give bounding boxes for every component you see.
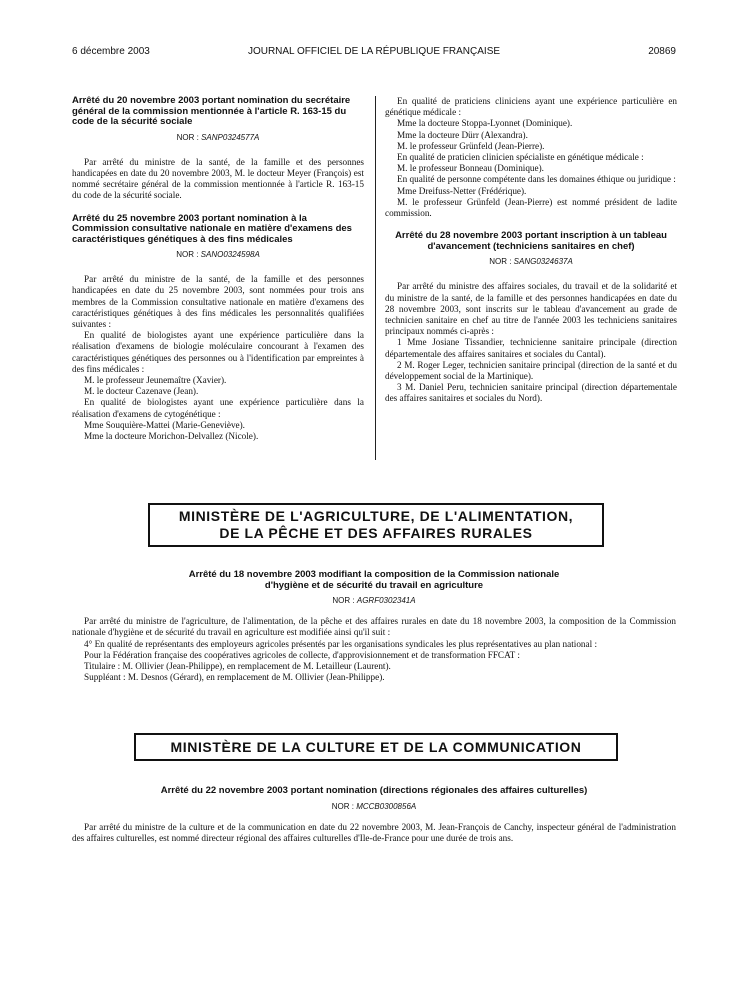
page-number: 20869 xyxy=(648,46,676,57)
member-line: M. le professeur Grünfeld (Jean-Pierre). xyxy=(397,140,545,151)
list-item: 1 Mme Josiane Tissandier, technicienne sanitaire principale (direction départementale des affaires sanitaires et sociales du Cantal). xyxy=(385,337,677,359)
nor-reference xyxy=(72,595,676,606)
nor-code: SANP0324577A xyxy=(201,132,260,142)
running-head xyxy=(72,46,676,60)
group-heading: En qualité de biologistes ayant une expérience particulière dans la réalisation d'examens de cytogénétique : xyxy=(72,397,364,419)
ministry-agriculture-heading xyxy=(148,503,604,547)
ministry-heading-line: MINISTÈRE DE L'AGRICULTURE, DE L'ALIMENTATION, xyxy=(178,508,574,524)
journal-title: JOURNAL OFFICIEL DE LA RÉPUBLIQUE FRANÇAISE xyxy=(247,46,501,57)
nor-code: SANG0324637A xyxy=(513,257,573,267)
article-title-line: d'hygiène et de sécurité du travail en agriculture xyxy=(264,579,484,591)
article-title: Arrêté du 25 novembre 2003 portant nomination à la Commission consultative nationale en matière d'examens des caractéristiques génétiques à des fins médicales xyxy=(72,212,352,245)
member-line: Mme la docteure Stoppa-Lyonnet (Dominique). xyxy=(397,118,573,129)
article-commission-genetique xyxy=(72,214,364,443)
nor-reference xyxy=(72,249,364,260)
list-item: 3 M. Daniel Peru, technicien sanitaire principal (direction départementale des affaires sanitaires et sociales du Nord). xyxy=(385,382,677,404)
member-line: Mme Dreifuss-Netter (Frédérique). xyxy=(397,185,527,196)
article-drac-nomination xyxy=(72,786,676,844)
column-divider xyxy=(375,96,376,460)
article-intro: Par arrêté du ministre de l'agriculture, de l'alimentation, de la pêche et des affaires rurales en date du 18 novembre 2003, la composition de la Commission nationale d'hygiène et de sécurité du travail en agriculture est modifiée ainsi qu'il suit : xyxy=(72,616,676,638)
article-tableau-avancement xyxy=(385,231,677,404)
article-commission-hygiene xyxy=(72,570,676,683)
article-title xyxy=(72,570,676,591)
member-line: M. le professeur Jeunemaître (Xavier). xyxy=(84,375,227,386)
ministry-culture-heading: MINISTÈRE DE LA CULTURE ET DE LA COMMUNICATION xyxy=(134,733,618,761)
nor-reference xyxy=(72,132,364,143)
nor-reference xyxy=(385,256,677,267)
nor-code: MCCB0300856A xyxy=(356,801,417,811)
article-title-line: Arrêté du 18 novembre 2003 modifiant la composition de la Commission nationale xyxy=(188,569,560,580)
nor-label: NOR : xyxy=(332,596,355,605)
member-line: Mme la docteure Morichon-Delvallez (Nicole). xyxy=(84,431,259,442)
article-secretaire-general xyxy=(72,96,364,202)
nor-reference xyxy=(72,801,676,812)
article-commission-genetique-continued xyxy=(385,96,677,219)
closing-line: M. le professeur Grünfeld (Jean-Pierre) est nommé président de ladite commission. xyxy=(385,196,677,219)
nor-label: NOR : xyxy=(489,257,512,267)
nor-label: NOR : xyxy=(176,132,199,142)
left-column xyxy=(72,96,364,442)
ministry-heading-line: DE LA PÊCHE ET DES AFFAIRES RURALES xyxy=(219,525,533,541)
titulaire-line: Titulaire : M. Ollivier (Jean-Philippe), en remplacement de M. Letailleur (Laurent). xyxy=(84,661,391,672)
article-body: Par arrêté du ministre de la santé, de la famille et des personnes handicapées en date du 20 novembre 2003, M. le docteur Meyer (François) est nommé secrétaire général de la commission mentionnée à l'article R. 163-15 du code de la sécurité sociale. xyxy=(72,156,364,201)
suppleant-line: Suppléant : M. Desnos (Gérard), en remplacement de M. Ollivier (Jean-Philippe). xyxy=(84,672,385,683)
member-line: M. le professeur Bonneau (Dominique). xyxy=(397,163,544,174)
group-heading: En qualité de praticien clinicien spécialiste en génétique médicale : xyxy=(397,152,644,163)
nor-code: AGRF0302341A xyxy=(356,596,416,605)
issue-date: 6 décembre 2003 xyxy=(72,46,150,57)
member-line: M. le docteur Cazenave (Jean). xyxy=(84,386,199,397)
group-heading: En qualité de personne compétente dans les domaines éthique ou juridique : xyxy=(397,174,676,185)
list-item: 2 M. Roger Leger, technicien sanitaire principal (direction de la santé et du développement social de la Martinique). xyxy=(385,359,677,382)
nor-label: NOR : xyxy=(176,250,199,260)
article-intro: Par arrêté du ministre des affaires sociales, du travail et de la solidarité et du ministre de la santé, de la famille et des personnes handicapées en date du 28 novembre 2003, sont inscrits sur le tableau d'avancement au grade de technicien sanitaire en chef au titre de l'année 2003 les techniciens sanitaires principaux nommés ci-après : xyxy=(385,281,677,337)
federation-line: Pour la Fédération française des coopératives agricoles de collecte, d'approvisionnement et de transformation FFCAT : xyxy=(84,649,520,660)
member-line: Mme Souquière-Mattei (Marie-Geneviève). xyxy=(84,419,245,430)
group-heading: En qualité de biologistes ayant une expérience particulière dans la réalisation d'examens de biologie moléculaire concourant à l'examen des caractéristiques génétiques des personnes ou à l'identification par empreintes à des fins médicales : xyxy=(72,330,364,374)
group-heading: En qualité de praticiens cliniciens ayant une expérience particulière en génétique médicale : xyxy=(385,96,677,118)
article-body: Par arrêté du ministre de la culture et de la communication en date du 22 novembre 2003, M. Jean-François de Canchy, inspecteur général de l'administration des affaires culturelles, est nommé directeur régional des affaires culturelles d'Ile-de-France pour une durée de trois ans. xyxy=(72,821,676,843)
right-column xyxy=(385,96,677,405)
article-title: Arrêté du 20 novembre 2003 portant nomination du secrétaire général de la commission mentionnée à l'article R. 163-15 du code de la sécurité sociale xyxy=(72,95,351,127)
article-item-4: 4° En qualité de représentants des employeurs agricoles présentés par les organisations syndicales les plus représentatives au plan national : xyxy=(84,638,598,649)
article-intro: Par arrêté du ministre de la santé, de la famille et des personnes handicapées en date du 25 novembre 2003, sont nommées pour trois ans membres de la Commission consultative nationale en matière d'examens des caractéristiques génétiques à des fins médicales les personnalités qualifiées suivantes : xyxy=(72,274,364,330)
article-title: Arrêté du 28 novembre 2003 portant inscription à un tableau d'avancement (techniciens sanitaires en chef) xyxy=(395,230,667,252)
nor-label: NOR : xyxy=(331,801,354,811)
nor-code: SANO0324598A xyxy=(200,250,260,260)
article-title: Arrêté du 22 novembre 2003 portant nomination (directions régionales des affaires culturelles) xyxy=(160,785,588,796)
member-line: Mme la docteure Dürr (Alexandra). xyxy=(397,129,528,140)
